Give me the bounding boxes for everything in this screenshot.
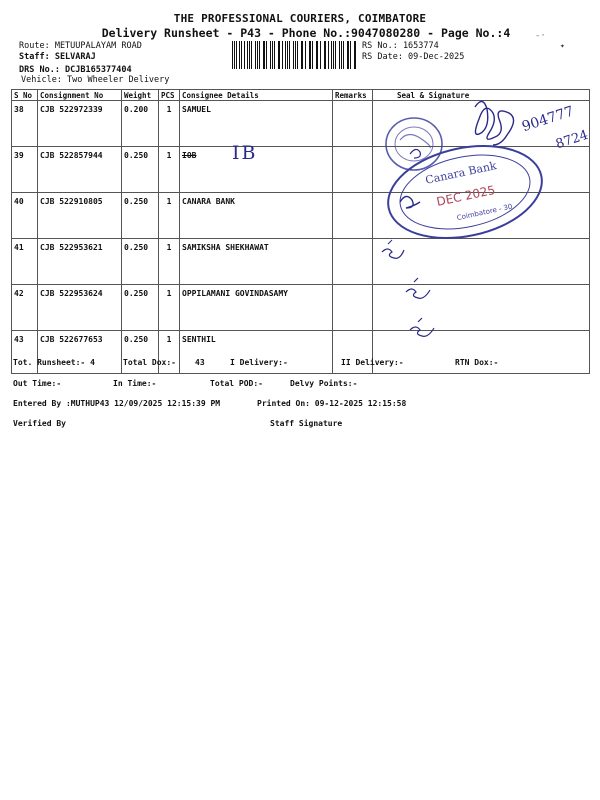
- row-consignee: SAMIKSHA SHEKHAWAT: [180, 239, 333, 285]
- row-consignee: SAMUEL: [180, 101, 333, 147]
- barcode-bar: [320, 41, 321, 69]
- row-weight: 0.250: [122, 285, 159, 331]
- row-remarks: [333, 147, 373, 193]
- handwritten-phone-bottom: 8724: [554, 127, 591, 153]
- barcode-bar: [297, 41, 298, 69]
- rs-number: RS No.: 1653774: [362, 41, 439, 51]
- col-seal: Seal & Signature: [373, 90, 590, 101]
- col-weight: Weight: [122, 90, 159, 101]
- staff-signature: Staff Signature: [270, 419, 343, 428]
- barcode-bar: [331, 41, 332, 69]
- route-label: Route: METUUPALAYAM ROAD: [19, 41, 142, 51]
- dot-mark: ✦: [560, 41, 565, 50]
- row-sno: 43: [12, 331, 38, 374]
- runsheet-subtitle: Delivery Runsheet - P43 - Phone No.:9047080280 - Page No.:4: [101, 26, 511, 40]
- handwritten-ib-note: IB: [232, 142, 258, 164]
- total-dox-value: 43: [195, 358, 205, 367]
- initials-row41: [382, 249, 404, 258]
- barcode-bar: [285, 41, 286, 69]
- initials-row43: [410, 318, 434, 336]
- row-weight: 0.200: [122, 101, 159, 147]
- barcode-bar: [289, 41, 290, 69]
- row-remarks: [333, 101, 373, 147]
- signature-scribble: [475, 101, 514, 145]
- row-weight: 0.250: [122, 331, 159, 374]
- row-sno: 40: [12, 193, 38, 239]
- row-consignee: OPPILAMANI GOVINDASAMY: [180, 285, 333, 331]
- row-pcs: 1: [159, 147, 180, 193]
- row-consignment: CJB 522910805: [38, 193, 122, 239]
- stamp-branch: Coimbatore - 30: [456, 202, 514, 223]
- vehicle-label: Vehicle: Two Wheeler Delivery: [21, 75, 170, 85]
- barcode-bar: [251, 41, 252, 69]
- verified-by: Verified By: [13, 419, 66, 428]
- barcode-bar: [232, 41, 233, 69]
- row-sno: 41: [12, 239, 38, 285]
- barcode-bar: [317, 41, 318, 69]
- row-pcs: 1: [159, 239, 180, 285]
- i-delivery: I Delivery:-: [230, 358, 288, 367]
- row-remarks: [333, 285, 373, 331]
- row-consignment: CJB 522953621: [38, 239, 122, 285]
- total-dox-label: Total Dox:-: [123, 358, 176, 367]
- barcode-bar: [274, 41, 275, 69]
- row-remarks: [333, 193, 373, 239]
- col-consignee: Consignee Details: [180, 90, 333, 101]
- barcode-bar: [282, 41, 283, 69]
- barcode-bar: [312, 41, 313, 69]
- barcode-bar: [270, 41, 271, 69]
- col-consignment: Consignment No: [38, 90, 122, 101]
- out-time: Out Time:-: [13, 379, 62, 388]
- col-sno: S No: [12, 90, 38, 101]
- delvy-points: Delvy Points:-: [290, 379, 358, 388]
- barcode-bar: [339, 41, 340, 69]
- row-sno: 38: [12, 101, 38, 147]
- barcode-bar: [239, 41, 240, 69]
- row-sno: 39: [12, 147, 38, 193]
- staff-label: Staff: SELVARAJ: [19, 52, 96, 62]
- row-pcs: 1: [159, 285, 180, 331]
- initials-row42: [406, 278, 430, 298]
- row-pcs: 1: [159, 101, 180, 147]
- row-consignment: CJB 522972339: [38, 101, 122, 147]
- barcode-bar: [244, 41, 245, 69]
- rtn-dox: RTN Dox:-: [455, 358, 499, 367]
- drs-number: DRS No.: DCJB165377404: [19, 65, 132, 75]
- barcode-bar: [355, 41, 356, 69]
- row-weight: 0.250: [122, 239, 159, 285]
- stamp-bank-name: Canara Bank: [424, 159, 498, 187]
- barcode-bar: [343, 41, 344, 69]
- row-consignment: CJB 522857944: [38, 147, 122, 193]
- row-consignment: CJB 522677653: [38, 331, 122, 374]
- handwritten-phone-top: 904777: [520, 103, 576, 136]
- barcode-bar: [350, 41, 351, 69]
- row-sno: 42: [12, 285, 38, 331]
- row-remarks: [333, 239, 373, 285]
- ii-delivery: II Delivery:-: [341, 358, 404, 367]
- in-time: In Time:-: [113, 379, 157, 388]
- signature-stamp-area: [370, 92, 600, 352]
- row-weight: 0.250: [122, 193, 159, 239]
- barcode-bar: [259, 41, 260, 69]
- barcode-bar: [266, 41, 267, 69]
- stamp-date: DEC 2025: [435, 182, 497, 209]
- row-pcs: 1: [159, 193, 180, 239]
- company-title: THE PROFESSIONAL COURIERS, COIMBATORE: [173, 12, 427, 25]
- row-remarks: [333, 331, 373, 374]
- round-stamp: [386, 118, 442, 170]
- barcode-bar: [328, 41, 329, 69]
- row-consignment: CJB 522953624: [38, 285, 122, 331]
- tot-runsheet: Tot. Runsheet:- 4: [13, 358, 95, 367]
- row-pcs: 1: [159, 331, 180, 374]
- total-pod: Total POD:-: [210, 379, 263, 388]
- row-consignee: SENTHIL: [180, 331, 333, 374]
- barcode-bar: [247, 41, 248, 69]
- printed-on: Printed On: 09-12-2025 12:15:58: [257, 399, 407, 408]
- row-consignee: IOB: [180, 147, 333, 193]
- scan-mark: -·: [535, 31, 546, 41]
- barcode-bar: [305, 41, 306, 69]
- rs-date: RS Date: 09-Dec-2025: [362, 52, 465, 62]
- entered-by: Entered By :MUTHUP43 12/09/2025 12:15:39 PM: [13, 399, 221, 408]
- row-consignee: CANARA BANK: [180, 193, 333, 239]
- col-remarks: Remarks: [333, 90, 373, 101]
- barcode-bar: [302, 41, 303, 69]
- col-pcs: PCS: [159, 90, 180, 101]
- barcode: [232, 41, 358, 69]
- row-weight: 0.250: [122, 147, 159, 193]
